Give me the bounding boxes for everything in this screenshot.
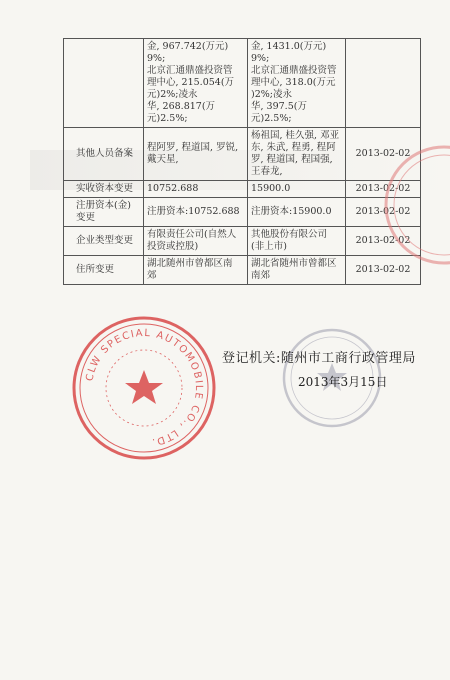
content-line: 元)2%;凌永 (147, 89, 198, 100)
change-date: 2013-02-02 (346, 181, 421, 198)
change-item: 住所变更 (64, 256, 144, 285)
change-date: 2013-02-02 (346, 227, 421, 256)
change-item: 注册资本(金)变更 (64, 198, 144, 227)
change-date: 2013-02-02 (346, 198, 421, 227)
content-after (248, 198, 346, 227)
content-after (248, 256, 346, 285)
content-line: 罗, 程道国, 程国强, (251, 154, 333, 165)
content-line: 金, 967.742(万元)9%; (147, 41, 229, 64)
table-row (64, 128, 421, 181)
content-line: 北京汇通鼎盛投资管 (147, 65, 233, 76)
content-line: 戴天星, (147, 154, 179, 165)
content-after (248, 181, 346, 198)
change-date: 2013-02-02 (346, 128, 421, 181)
change-date: 2013-02-02 (346, 256, 421, 285)
content-line: 15900.0 (251, 183, 291, 194)
content-line: 金, 1431.0(万元)9%; (251, 41, 327, 64)
table-row (64, 181, 421, 198)
content-line: )2%;凌永 (251, 89, 292, 100)
edge-stamp-partial (376, 135, 450, 275)
content-line: 湖北随州市曾都区南 (147, 258, 233, 269)
content-after (248, 227, 346, 256)
change-item: 企业类型变更 (64, 227, 144, 256)
content-line: 杨祖国, 桂久强, 邓亚 (251, 130, 340, 141)
content-before (144, 227, 248, 256)
content-before (144, 256, 248, 285)
content-line: 南郊 (251, 270, 271, 281)
change-item: 实收资本变更 (64, 181, 144, 198)
registration-authority: 登记机关:随州市工商行政管理局 (222, 351, 416, 366)
change-item (64, 39, 144, 128)
content-line: 东, 朱武, 程勇, 程阿 (251, 142, 336, 153)
content-line: 理中心, 215.054(万 (147, 77, 235, 88)
content-line: 注册资本:15900.0 (251, 206, 332, 217)
content-line: 理中心, 318.0(万元 (251, 77, 336, 88)
content-line: (非上市) (251, 241, 287, 252)
content-after (248, 128, 346, 181)
content-line: 北京汇通鼎盛投资管 (251, 65, 337, 76)
content-line: 元)2.5%; (251, 113, 292, 124)
content-before (144, 198, 248, 227)
content-before (144, 39, 248, 128)
change-item: 其他人员备案 (64, 128, 144, 181)
content-line: 湖北省随州市曾都区 (251, 258, 337, 269)
table-row (64, 39, 421, 128)
content-line: 注册资本:10752.688 (147, 206, 240, 217)
seal-arc-text: CLW SPECIAL AUTOMOBILE CO., LTD. (84, 327, 205, 448)
content-before (144, 181, 248, 198)
content-line: 其他股份有限公司 (251, 229, 328, 240)
company-seal-red (70, 314, 218, 462)
content-line: 华, 268.817(万 (147, 101, 216, 112)
content-line: 有限责任公司(自然人 (147, 229, 237, 240)
table-row (64, 227, 421, 256)
change-record-table (63, 38, 421, 285)
content-before (144, 128, 248, 181)
content-line: 投资或控股) (147, 241, 199, 252)
content-after (248, 39, 346, 128)
content-line: 程阿罗, 程道国, 罗锐, (147, 142, 239, 153)
registration-date: 2013年3月15日 (298, 375, 388, 389)
content-line: 10752.688 (147, 183, 199, 194)
content-line: 郊 (147, 270, 157, 281)
content-line: 王春龙, (251, 166, 283, 177)
content-line: 元)2.5%; (147, 113, 188, 124)
change-date (346, 39, 421, 128)
content-line: 华, 397.5(万 (251, 101, 307, 112)
table-row (64, 256, 421, 285)
table-row (64, 198, 421, 227)
